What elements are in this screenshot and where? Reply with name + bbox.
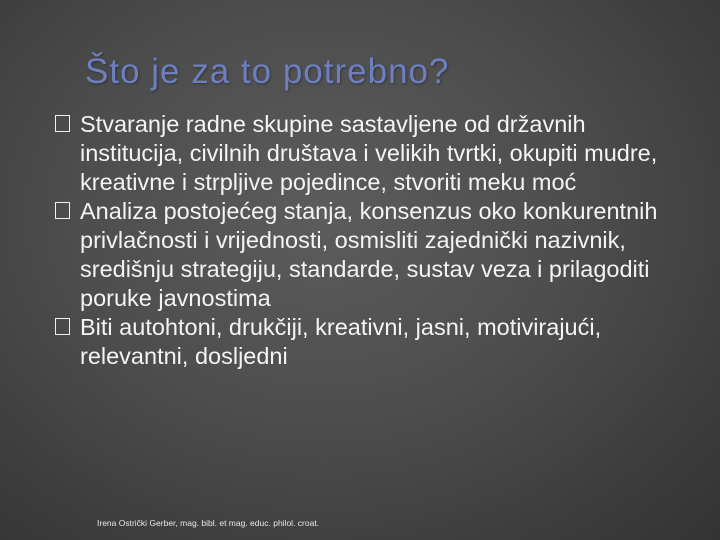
slide-footer: Irena Ostrički Gerber, mag. bibl. et mag. educ. philol. croat. bbox=[97, 518, 320, 528]
slide-title: Što je za to potrebno? bbox=[85, 52, 450, 91]
square-bullet-icon bbox=[55, 318, 70, 335]
bullet-item bbox=[52, 197, 692, 313]
bullet-item bbox=[52, 313, 692, 371]
bullet-text: Analiza postojećeg stanja, konsenzus oko konkurentnih privlačnosti i vrijednosti, osmisliti zajednički nazivnik, središnju strategiju, standarde, sustav veza i prilagoditi poruke javnostima bbox=[80, 198, 658, 311]
bullet-text: Stvaranje radne skupine sastavljene od državnih institucija, civilnih društava i velikih tvrtki, okupiti mudre, kreativne i strpljive pojedince, stvoriti meku moć bbox=[80, 111, 658, 195]
bullet-text: Biti autohtoni, drukčiji, kreativni, jasni, motivirajući, relevantni, dosljedni bbox=[80, 314, 602, 369]
square-bullet-icon bbox=[55, 115, 70, 132]
bullet-list bbox=[52, 110, 692, 371]
square-bullet-icon bbox=[55, 202, 70, 219]
bullet-item bbox=[52, 110, 692, 197]
